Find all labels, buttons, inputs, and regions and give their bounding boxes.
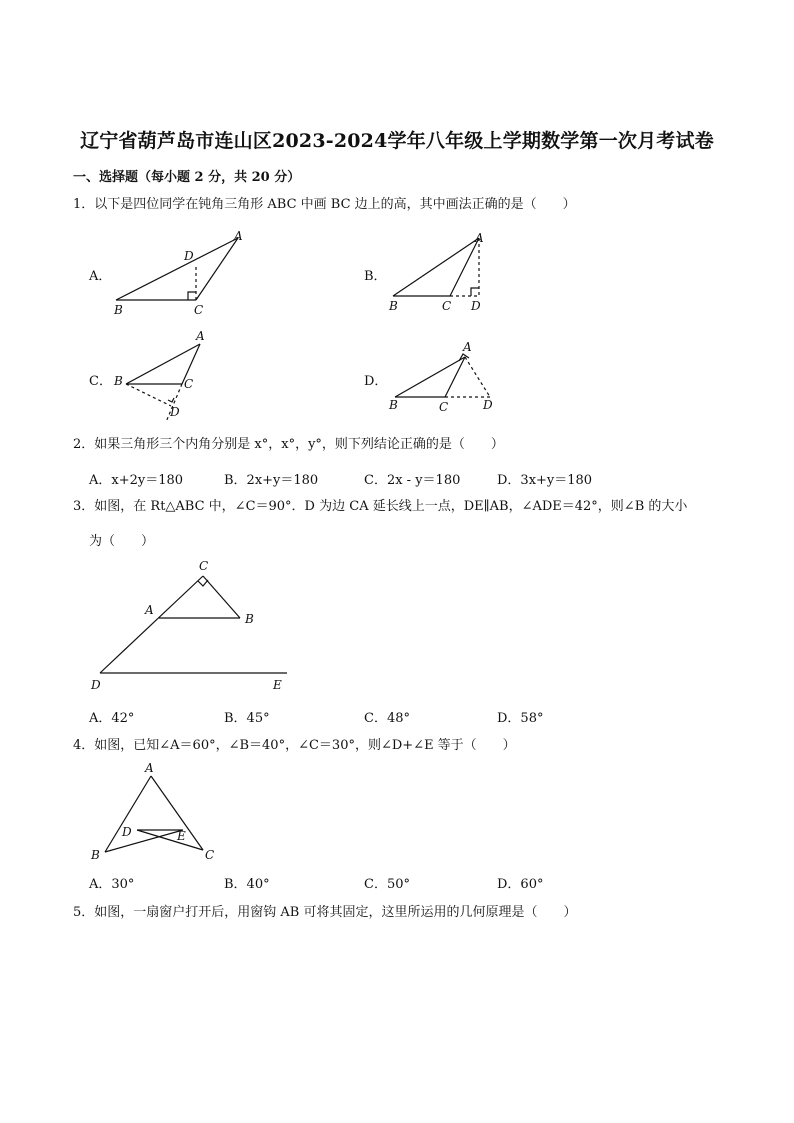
question-4-stem: 4．如图，已知∠A＝60°，∠B＝40°，∠C＝30°，则∠D+∠E 等于（ ） [73,738,516,753]
label-b: B [114,374,123,388]
q1-figure-c [108,330,218,422]
label-b: B [114,303,123,317]
question-3-stem-line2: 为（ ） [89,534,155,549]
label-c: C [205,848,215,862]
q3-option-d: D．58° [497,711,544,726]
q1-option-b-label: B． [364,269,387,284]
label-c: C [199,559,209,573]
label-d: D [471,299,481,313]
q3-option-c: C．48° [364,711,410,726]
label-d: D [184,249,194,263]
label-d: D [483,398,493,412]
label-b: B [91,848,100,862]
label-d: D [91,678,101,692]
q4-option-d: D．60° [497,877,544,892]
label-c: C [184,377,194,391]
label-c: C [194,303,204,317]
label-a: A [145,603,154,617]
label-c: C [442,299,452,313]
q2-option-b: B．2x+y＝180 [224,473,319,488]
q1-figure-a [108,228,258,320]
q2-option-c: C．2x - y＝180 [364,473,461,488]
section-heading: 一、选择题（每小题 2 分，共 20 分） [73,170,301,185]
q1-option-c-label: C． [89,374,112,389]
q2-option-a: A．x+2y＝180 [89,473,184,488]
label-a: A [463,340,472,354]
label-d: D [122,825,132,839]
label-a: A [475,231,484,245]
label-a: A [145,762,154,775]
q3-option-b: B．45° [224,711,270,726]
label-a: A [196,330,205,343]
label-e: E [177,829,186,843]
question-3-stem-line1: 3．如图，在 Rt△ABC 中，∠C＝90°．D 为边 CA 延长线上一点，DE∥AB，∠ADE＝42°，则∠B 的大小 [73,499,688,514]
q1-option-d-label: D． [364,374,388,389]
question-1-stem: 1．以下是四位同学在钝角三角形 ABC 中画 BC 边上的高，其中画法正确的是（ ） [73,197,576,212]
q4-option-a: A．30° [89,877,135,892]
q4-option-c: C．50° [364,877,410,892]
label-e: E [273,678,282,692]
q3-option-a: A．42° [89,711,135,726]
exam-title: 辽宁省葫芦岛市连山区2023-2024学年八年级上学期数学第一次月考试卷 [80,130,714,152]
label-b: B [389,398,398,412]
label-b: B [245,612,254,626]
q2-option-d: D．3x+y＝180 [497,473,593,488]
q4-option-b: B．40° [224,877,270,892]
question-5-stem: 5．如图，一扇窗户打开后，用窗钩 AB 可将其固定，这里所运用的几何原理是（ ） [73,905,577,920]
question-2-stem: 2．如果三角形三个内角分别是 x°，x°，y°，则下列结论正确的是（ ） [73,437,504,452]
q4-figure [85,762,225,866]
label-a: A [234,229,243,243]
label-c: C [439,400,449,414]
q1-figure-d [385,335,505,421]
label-d: D [170,405,180,419]
q1-option-a-label: A． [89,269,112,284]
label-b: B [389,299,398,313]
q1-figure-b [385,228,495,320]
q3-figure [85,556,300,696]
